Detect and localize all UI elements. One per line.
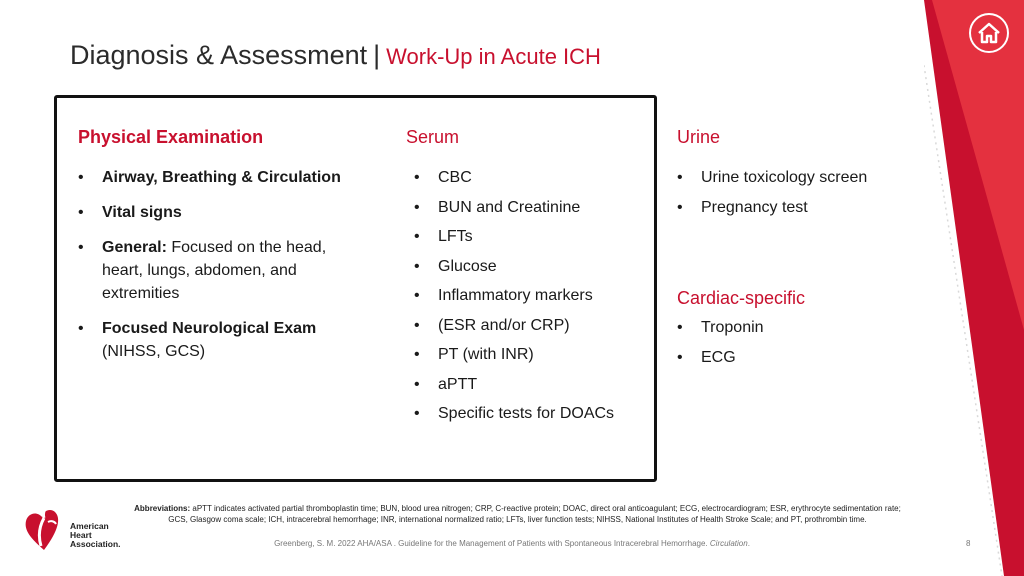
list-item: • LFTs [414, 222, 614, 252]
citation: Greenberg, S. M. 2022 AHA/ASA . Guideline for the Management of Patients with Spontaneous Intracerebral Hemorrhage. Circulation. [274, 539, 750, 548]
list-item: • Urine toxicology screen [677, 163, 867, 193]
title-main: Diagnosis & Assessment [70, 40, 368, 70]
home-icon [976, 21, 1002, 45]
list-item: • General: Focused on the head, heart, lungs, abdomen, and extremities [78, 236, 363, 305]
list-item: • BUN and Creatinine [414, 193, 614, 223]
urine-heading: Urine [677, 127, 721, 147]
list-item: • Specific tests for DOACs [414, 399, 614, 429]
abbreviations-note: Abbreviations: aPTT indicates activated partial thromboplastin time; BUN, blood urea nitrogen; CRP, C-reactive protein; DOAC, direct oral anticoagulant; ECG, electrocardiogram; ESR, erythrocyte sedimentation rate; GCS, Glasgow coma scale; ICH, intracerebral hemorrhage; INR, international normalized ratio; LFTs, liver function tests; NIHSS, National Institutes of Health Stroke Scale; and PT, prothrombin time. [134, 504, 901, 524]
list-item: • PT (with INR) [414, 340, 614, 370]
list-item: • aPTT [414, 370, 614, 400]
list-item: • Focused Neurological Exam (NIHSS, GCS) [78, 317, 363, 363]
list-item: • ECG [677, 343, 764, 373]
page-number: 8 [966, 539, 971, 548]
decorative-red-panel [924, 0, 1024, 576]
cardiac-heading: Cardiac-specific [677, 288, 806, 308]
list-item: • (ESR and/or CRP) [414, 311, 614, 341]
list-item: • Airway, Breathing & Circulation [78, 166, 363, 189]
title-separator: | [373, 40, 381, 70]
list-item: • CBC [414, 163, 614, 193]
list-item: • Glucose [414, 252, 614, 282]
physical-exam-list [78, 166, 363, 375]
physical-exam-heading: Physical Examination [78, 127, 264, 147]
cardiac-list [677, 313, 764, 372]
list-item: • Pregnancy test [677, 193, 867, 223]
aha-logo-text: American Heart Association. [70, 521, 121, 549]
list-item: • Vital signs [78, 201, 363, 224]
serum-heading: Serum [406, 127, 460, 147]
serum-list [414, 163, 614, 429]
page-title [70, 40, 601, 71]
list-item: • Troponin [677, 313, 764, 343]
title-subtitle: Work-Up in Acute ICH [386, 44, 601, 69]
home-button[interactable] [969, 13, 1009, 53]
list-item: • Inflammatory markers [414, 281, 614, 311]
urine-list [677, 163, 867, 222]
